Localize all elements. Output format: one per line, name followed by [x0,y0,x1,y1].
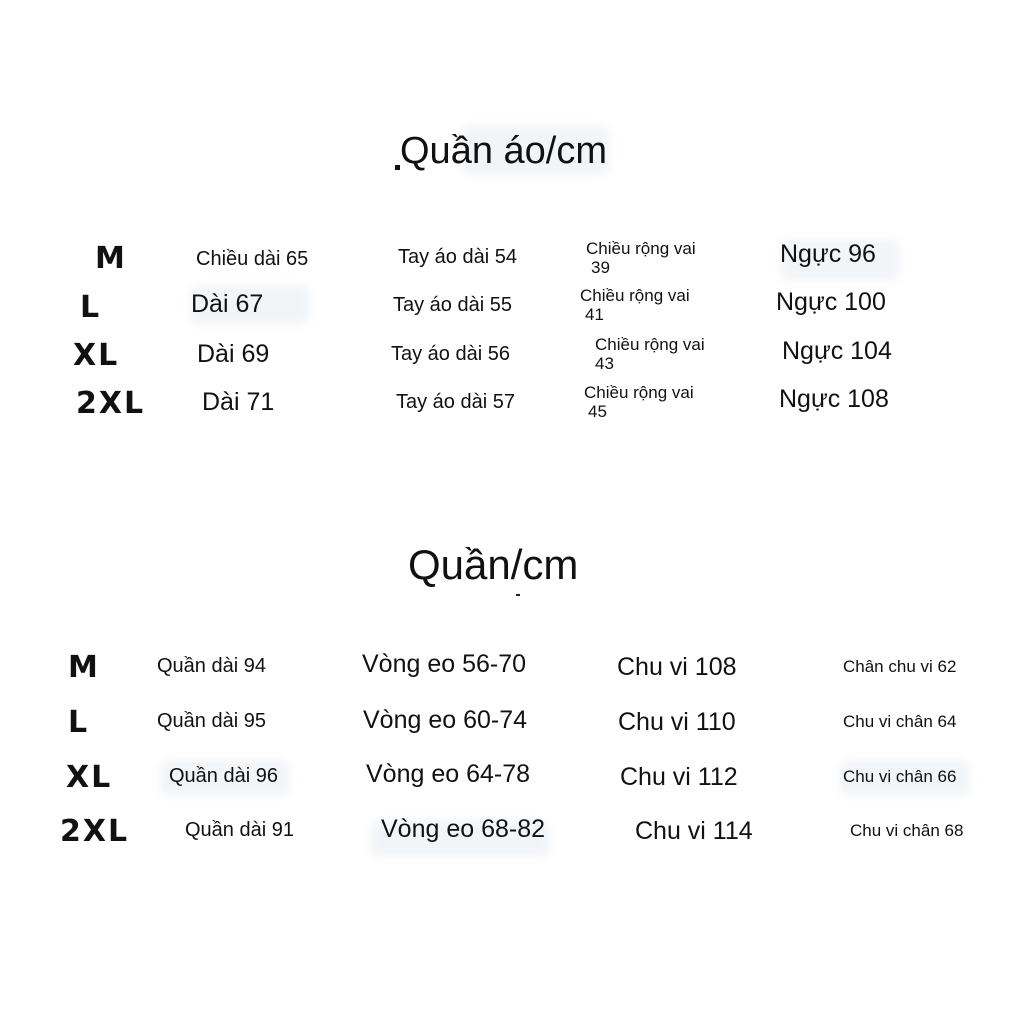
title-dash [516,594,520,596]
tops-size-xl: XL [73,338,120,373]
tops-chest-2xl: Ngực 108 [779,385,889,413]
pants-length-l: Quần dài 95 [157,710,266,732]
tops-chest-xl: Ngực 104 [782,337,892,365]
tops-sleeve-l: Tay áo dài 55 [393,294,512,316]
pants-hip-m: Chu vi 108 [617,653,737,681]
pants-length-2xl: Quần dài 91 [185,819,294,841]
tops-chest-l: Ngực 100 [776,288,886,316]
tops-sleeve-2xl: Tay áo dài 57 [396,391,515,413]
pants-size-l: L [68,705,90,740]
pants-hem-2xl: Chu vi chân 68 [850,821,964,840]
pants-length-m: Quần dài 94 [157,655,266,677]
tops-length-l: Dài 67 [191,290,264,318]
tops-chest-m: Ngực 96 [780,240,876,268]
pants-waist-xl: Vòng eo 64-78 [366,760,531,788]
pants-hip-xl: Chu vi 112 [620,763,738,791]
pants-hip-2xl: Chu vi 114 [635,817,753,845]
pants-waist-2xl: Vòng eo 68-82 [381,815,546,843]
tops-shoulder-value-m: 39 [591,258,610,277]
tops-size-m: M [95,241,127,276]
tops-length-m: Chiều dài 65 [196,248,309,270]
pants-hip-l: Chu vi 110 [618,708,736,736]
tops-shoulder-label-l: Chiều rộng vai [580,286,690,305]
tops-sleeve-xl: Tay áo dài 56 [391,343,510,365]
pants-waist-m: Vòng eo 56-70 [362,650,527,678]
pants-size-xl: XL [66,760,113,795]
tops-sleeve-m: Tay áo dài 54 [398,246,517,268]
pants-size-m: M [68,650,100,685]
tops-shoulder-value-2xl: 45 [588,402,607,421]
tops-shoulder-label-xl: Chiều rộng vai [595,335,705,354]
tops-length-2xl: Dài 71 [202,388,275,416]
tops-shoulder-label-m: Chiều rộng vai [586,239,696,258]
tops-title: Quần áo/cm [400,130,607,172]
pants-hem-l: Chu vi chân 64 [843,712,957,731]
pants-size-2xl: 2XL [60,814,130,849]
tops-shoulder-value-l: 41 [585,305,604,324]
tops-shoulder-label-2xl: Chiều rộng vai [584,383,694,402]
pants-waist-l: Vòng eo 60-74 [363,706,528,734]
pants-hem-m: Chân chu vi 62 [843,657,957,676]
pants-hem-xl: Chu vi chân 66 [843,767,957,786]
tops-size-l: L [80,290,102,325]
pants-title: Quần/cm [408,541,579,588]
tops-length-xl: Dài 69 [197,340,270,368]
tops-shoulder-value-xl: 43 [595,354,614,373]
tops-size-2xl: 2XL [76,386,146,421]
pants-length-xl: Quần dài 96 [169,765,278,787]
